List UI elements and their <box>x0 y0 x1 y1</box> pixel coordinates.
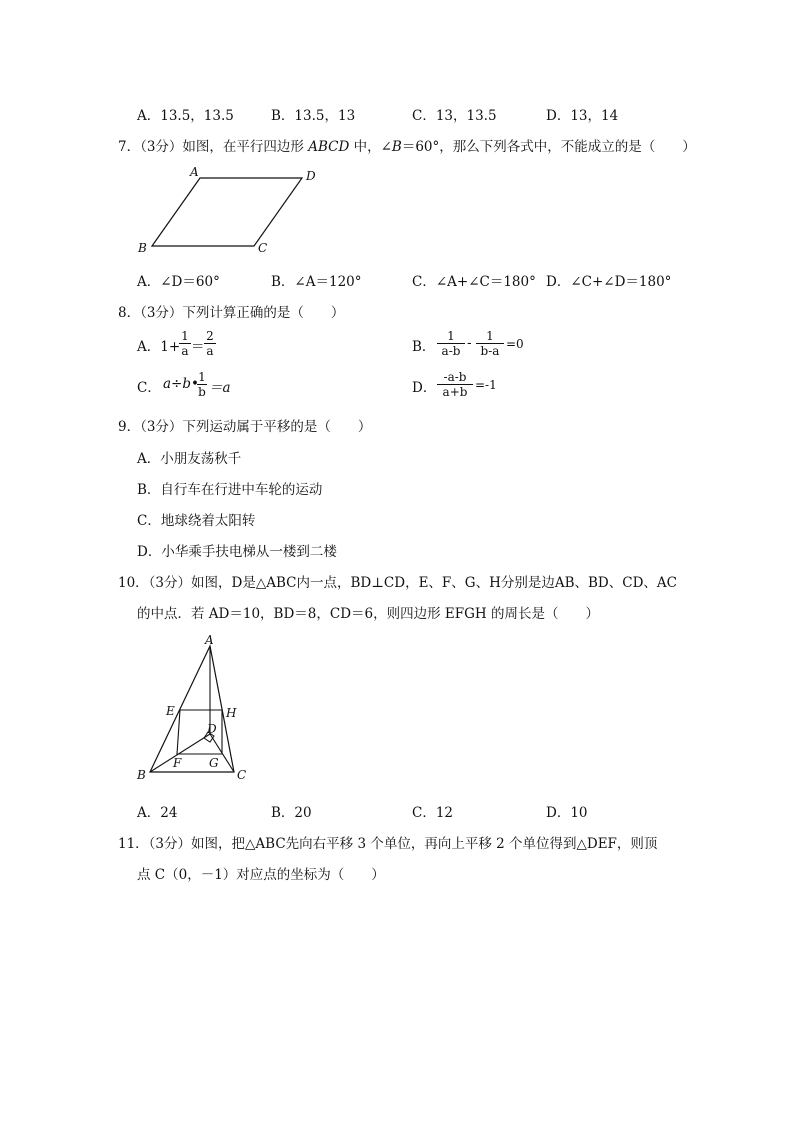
q10-label-f: F <box>173 756 182 770</box>
q8-a-numerator-1: 1 <box>179 329 191 344</box>
q10-label-c: C <box>237 768 247 782</box>
q10-label-d: D <box>207 722 217 736</box>
q8-b-numerator-1: 1 <box>437 329 465 344</box>
q7-option-a: A．∠D＝60° <box>137 274 220 290</box>
q8-b-minus: - <box>467 335 472 351</box>
q7-label-c: C <box>258 241 268 255</box>
q8-c-tail: ＝a <box>209 380 231 396</box>
q8-b-denominator-2: b-a <box>480 344 500 358</box>
q8-a-denominator-1: a <box>181 344 189 358</box>
q11-stem-line1: 11．（3分）如图，把△ABC先向右平移 3 个单位，再向上平移 2 个单位得到△DEF，则顶 <box>118 836 658 852</box>
q8-c-fraction <box>197 370 207 399</box>
q7-stem-part: 中，∠ <box>349 139 392 155</box>
q9-stem: 9．（3分）下列运动属于平移的是（ ） <box>118 419 372 435</box>
q6-option-c: C．13，13.5 <box>412 108 497 124</box>
q8-option-b-prefix: B． <box>412 339 436 355</box>
q10-label-b: B <box>137 768 146 782</box>
q8-c-expression: a÷b• <box>163 376 199 392</box>
q10-label-h: H <box>226 706 237 720</box>
q10-option-c: C．12 <box>412 805 454 821</box>
q8-stem: 8．（3分）下列计算正确的是（ ） <box>118 305 345 321</box>
q7-stem-abcd: ABCD <box>308 139 350 155</box>
q8-d-tail: =-1 <box>475 378 497 392</box>
q7-stem-part: ＝60°，那么下列各式中，不能成立的是（ ） <box>401 139 696 155</box>
q9-option-b: B．自行车在行进中车轮的运动 <box>137 482 323 498</box>
q8-a-denominator-2: a <box>206 344 214 358</box>
q8-d-numerator: -a-b <box>437 370 473 385</box>
q8-d-fraction <box>437 370 473 399</box>
q10-label-a: A <box>205 633 214 647</box>
q9-option-c: C．地球绕着太阳转 <box>137 513 256 529</box>
q8-a-fraction-2 <box>204 329 216 358</box>
q8-c-denominator: b <box>198 385 206 399</box>
q8-b-tail: =0 <box>506 337 524 351</box>
q8-option-d-prefix: D． <box>412 380 437 396</box>
q6-option-a: A．13.5，13.5 <box>137 108 234 124</box>
q9-option-a: A．小朋友荡秋千 <box>137 451 242 467</box>
q10-option-b: B．20 <box>271 805 312 821</box>
q8-a-numerator-2: 2 <box>204 329 216 344</box>
q9-option-d: D．小华乘手扶电梯从一楼到二楼 <box>137 544 337 560</box>
q7-option-c: C．∠A+∠C＝180° <box>412 274 536 290</box>
q7-option-b: B．∠A＝120° <box>271 274 362 290</box>
q8-c-numerator: 1 <box>198 370 206 384</box>
q10-option-a: A．24 <box>137 805 178 821</box>
q8-d-denominator: a+b <box>442 385 468 399</box>
q7-stem-b: B <box>391 139 402 155</box>
q11-stem-line2: 点 C（0，－1）对应点的坐标为（ ） <box>137 867 385 883</box>
q10-triangle-figure <box>130 630 260 785</box>
q7-stem <box>118 135 696 155</box>
q7-stem-part: 7．（3分）如图，在平行四边形 <box>118 139 309 155</box>
q6-option-d: D．13，14 <box>546 108 619 124</box>
q7-label-a: A <box>190 165 199 179</box>
q10-stem-line2: 的中点．若 AD＝10，BD＝8，CD＝6，则四边形 EFGH 的周长是（ ） <box>137 606 599 622</box>
q7-option-d: D．∠C+∠D＝180° <box>546 274 672 290</box>
q7-parallelogram-figure <box>130 162 330 258</box>
q8-a-equals: ＝ <box>191 339 205 355</box>
q8-a-fraction-1 <box>179 329 191 358</box>
q7-label-b: B <box>138 241 147 255</box>
q8-b-fraction-1 <box>437 329 465 358</box>
q8-b-numerator-2: 1 <box>476 329 504 344</box>
q10-label-e: E <box>166 704 175 718</box>
q10-option-d: D．10 <box>546 805 588 821</box>
q6-option-b: B．13.5，13 <box>271 108 356 124</box>
q8-option-a-prefix: A．1+ <box>137 339 181 355</box>
q8-b-denominator-1: a-b <box>441 344 461 358</box>
q10-label-g: G <box>209 756 219 770</box>
q8-option-c-prefix: C． <box>137 380 161 396</box>
q10-stem-line1: 10．（3分）如图，D是△ABC内一点，BD⊥CD，E、F、G、H分别是边AB、BD、CD、AC <box>118 575 677 591</box>
q8-b-fraction-2 <box>476 329 504 358</box>
q7-label-d: D <box>306 169 316 183</box>
